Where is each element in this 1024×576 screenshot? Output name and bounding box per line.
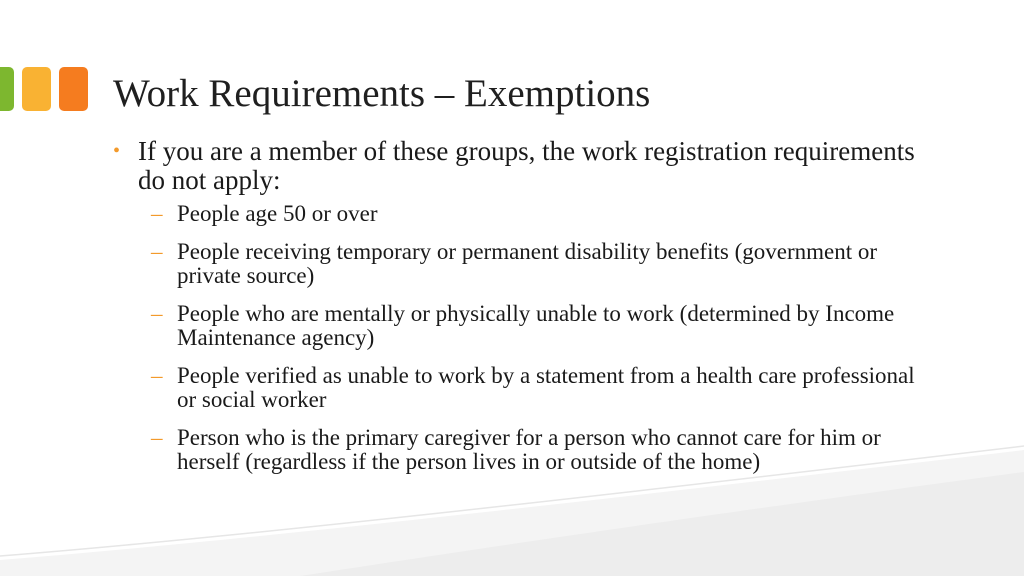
- exemption-text: People verified as unable to work by a statement from a health care professional or social worker: [177, 362, 915, 412]
- green-block: [0, 67, 14, 111]
- yellow-block: [22, 67, 51, 111]
- exemptions-list: [151, 202, 933, 475]
- exemption-item: [151, 240, 937, 289]
- dash-icon: –: [151, 424, 163, 450]
- exemption-item: [151, 202, 937, 227]
- dash-icon: –: [151, 201, 163, 226]
- exemption-text: People who are mentally or physically unable to work (determined by Income Maintenance agency): [177, 300, 895, 350]
- exemption-item: [151, 364, 937, 413]
- exemption-text: Person who is the primary caregiver for a person who cannot care for him or herself (regardless if the person lives in or outside of the home): [177, 424, 881, 474]
- dash-icon: –: [151, 238, 163, 264]
- slide-content: [113, 137, 933, 488]
- orange-block: [59, 67, 88, 111]
- exemption-text: People receiving temporary or permanent disability benefits (government or private source): [177, 238, 877, 288]
- exemption-item: [151, 426, 937, 475]
- intro-bullet-item: [113, 137, 933, 195]
- dash-icon: –: [151, 362, 163, 388]
- slide-title: Work Requirements – Exemptions: [113, 72, 651, 115]
- exemption-item: [151, 302, 937, 351]
- exemption-text: People age 50 or over: [177, 201, 378, 226]
- intro-text: If you are a member of these groups, the work registration requirements do not apply:: [138, 136, 915, 195]
- dash-icon: –: [151, 300, 163, 326]
- bullet-icon: •: [113, 140, 121, 162]
